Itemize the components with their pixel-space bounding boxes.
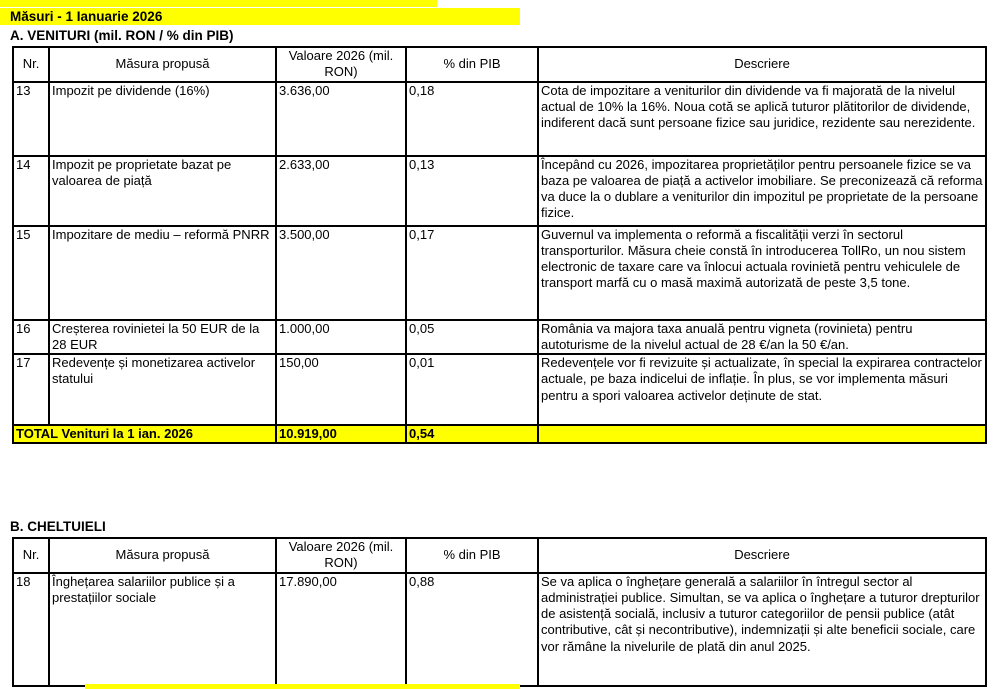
table-row bbox=[13, 226, 986, 320]
cell-nr: 18 bbox=[13, 573, 49, 686]
cell-masura: Înghețarea salariilor publice și a prestațiilor sociale bbox=[49, 573, 276, 686]
total-pib: 0,54 bbox=[406, 425, 538, 443]
total-venituri-row bbox=[13, 425, 986, 443]
cell-valoare: 3.500,00 bbox=[276, 226, 406, 320]
clipped-highlight-row-bottom bbox=[85, 684, 520, 689]
total-valoare: 10.919,00 bbox=[276, 425, 406, 443]
page-title: Măsuri - 1 Ianuarie 2026 bbox=[0, 8, 520, 25]
venituri-table bbox=[12, 46, 987, 444]
column-header-nr: Nr. bbox=[13, 538, 49, 573]
table-row bbox=[13, 354, 986, 425]
cell-valoare: 1.000,00 bbox=[276, 320, 406, 355]
column-header-masura: Măsura propusă bbox=[49, 538, 276, 573]
cell-valoare: 150,00 bbox=[276, 354, 406, 425]
clipped-highlight-row-top bbox=[0, 0, 437, 7]
column-header-nr: Nr. bbox=[13, 47, 49, 82]
table-header-row bbox=[13, 47, 986, 82]
cell-masura: Creșterea rovinietei la 50 EUR de la 28 EUR bbox=[49, 320, 276, 355]
cell-descriere: Cota de impozitare a veniturilor din dividende va fi majorată de la nivelul actual de 10% la 16%. Noua cotă se aplică tuturor plătitorilor de dividende, indiferent dacă sunt persoane fizice sau juridice, rezidente sau nerezidente. bbox=[538, 82, 986, 156]
cell-valoare: 3.636,00 bbox=[276, 82, 406, 156]
cheltuieli-table bbox=[12, 537, 987, 687]
total-label: TOTAL Venituri la 1 ian. 2026 bbox=[13, 425, 276, 443]
cell-descriere: România va majora taxa anuală pentru vigneta (rovinieta) pentru autoturisme de la nivelul actual de 28 €/an la 50 €/an. bbox=[538, 320, 986, 355]
column-header-valoare: Valoare 2026 (mil. RON) bbox=[276, 538, 406, 573]
cell-descriere: Redevențele vor fi revizuite și actualizate, în special la expirarea contractelor actuale, pe baza indicelui de inflație. În plus, se vor implementa măsuri pentru a spori valoarea activelor deținute de stat. bbox=[538, 354, 986, 425]
table-header-row bbox=[13, 538, 986, 573]
cell-nr: 14 bbox=[13, 156, 49, 226]
column-header-valoare: Valoare 2026 (mil. RON) bbox=[276, 47, 406, 82]
cell-pib: 0,17 bbox=[406, 226, 538, 320]
cell-pib: 0,13 bbox=[406, 156, 538, 226]
cell-nr: 15 bbox=[13, 226, 49, 320]
section-b-heading: B. CHELTUIELI bbox=[10, 519, 106, 534]
table-row bbox=[13, 320, 986, 355]
cell-descriere: Se va aplica o înghețare generală a salariilor în întregul sector al administrației publice. Simultan, se va aplica o înghețare a tuturor drepturilor de asistență socială, inclusiv a tuturor categoriilor de pensii publice (atât contributive, cât și necontributive), indemnizații și alte beneficii sociale, care vor rămâne la nivelurile de plată din anul 2025. bbox=[538, 573, 986, 686]
table-row bbox=[13, 156, 986, 226]
cell-descriere: Guvernul va implementa o reformă a fiscalității verzi în sectorul transporturilor. Măsura cheie constă în introducerea TollRo, un nou sistem electronic de taxare care va înlocui actuala rovinietă pentru vehiculele de transport marfă cu o masă maximă autorizată de peste 3,5 tone. bbox=[538, 226, 986, 320]
column-header-pib: % din PIB bbox=[406, 538, 538, 573]
cell-valoare: 2.633,00 bbox=[276, 156, 406, 226]
cell-pib: 0,01 bbox=[406, 354, 538, 425]
cell-nr: 13 bbox=[13, 82, 49, 156]
cell-valoare: 17.890,00 bbox=[276, 573, 406, 686]
table-row bbox=[13, 82, 986, 156]
table-row bbox=[13, 573, 986, 686]
cell-pib: 0,88 bbox=[406, 573, 538, 686]
column-header-pib: % din PIB bbox=[406, 47, 538, 82]
section-a-heading: A. VENITURI (mil. RON / % din PIB) bbox=[10, 28, 234, 43]
cell-nr: 16 bbox=[13, 320, 49, 355]
total-descriere bbox=[538, 425, 986, 443]
column-header-descriere: Descriere bbox=[538, 47, 986, 82]
cell-pib: 0,05 bbox=[406, 320, 538, 355]
column-header-masura: Măsura propusă bbox=[49, 47, 276, 82]
cell-masura: Impozit pe dividende (16%) bbox=[49, 82, 276, 156]
cell-masura: Redevențe și monetizarea activelor statului bbox=[49, 354, 276, 425]
cell-pib: 0,18 bbox=[406, 82, 538, 156]
cell-masura: Impozit pe proprietate bazat pe valoarea de piață bbox=[49, 156, 276, 226]
column-header-descriere: Descriere bbox=[538, 538, 986, 573]
cell-descriere: Începând cu 2026, impozitarea proprietăților pentru persoanele fizice se va baza pe valoarea de piață a activelor imobiliare. Se preconizează că reforma va duce la o dublare a veniturilor din impozitul pe proprietate de la persoane fizice. bbox=[538, 156, 986, 226]
cell-masura: Impozitare de mediu – reformă PNRR bbox=[49, 226, 276, 320]
cell-nr: 17 bbox=[13, 354, 49, 425]
